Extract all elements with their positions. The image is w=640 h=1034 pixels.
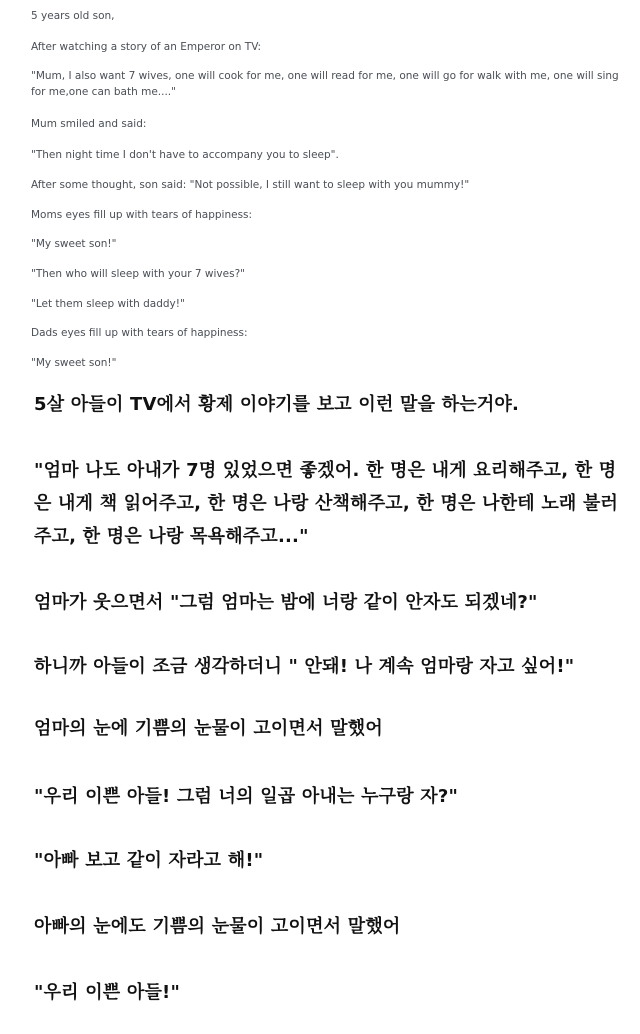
- korean-line: "아빠 보고 같이 자라고 해!": [34, 850, 264, 871]
- english-line: Mum smiled and said:: [31, 118, 147, 130]
- korean-line: 엄마의 눈에 기쁨의 눈물이 고이면서 말했어: [34, 718, 383, 739]
- korean-line: 아빠의 눈에도 기쁨의 눈물이 고이면서 말했어: [34, 916, 401, 937]
- english-line: Dads eyes fill up with tears of happiness:: [31, 327, 248, 339]
- korean-line: "우리 이쁜 아들!": [34, 982, 181, 1003]
- korean-line: 5살 아들이 TV에서 황제 이야기를 보고 이런 말을 하는거야.: [34, 394, 520, 415]
- korean-line: 하니까 아들이 조금 생각하더니 " 안돼! 나 계속 엄마랑 자고 싶어!": [34, 656, 575, 677]
- english-line: "My sweet son!": [31, 238, 117, 250]
- english-line: "Then who will sleep with your 7 wives?": [31, 268, 245, 280]
- english-line: 5 years old son,: [31, 10, 115, 22]
- english-story: [0, 0, 640, 378]
- korean-line: "우리 이쁜 아들! 그럼 너의 일곱 아내는 누구랑 자?": [34, 786, 459, 807]
- english-line: "Let them sleep with daddy!": [31, 298, 185, 310]
- english-line: "Mum, I also want 7 wives, one will cook for me, one will read for me, one will go for walk with me, one will sing for me,one can bath me....": [31, 70, 619, 98]
- english-line: After some thought, son said: "Not possible, I still want to sleep with you mummy!": [31, 179, 470, 191]
- english-line: After watching a story of an Emperor on TV:: [31, 41, 262, 53]
- english-line: "Then night time I don't have to accompany you to sleep".: [31, 149, 339, 161]
- english-line: "My sweet son!": [31, 357, 117, 369]
- korean-line: "엄마 나도 아내가 7명 있었으면 좋겠어. 한 명은 내게 요리해주고, 한 명은 내게 책 읽어주고, 한 명은 나랑 산책해주고, 한 명은 나한테 노래 불러주고, 한 명은 나랑 목욕해주고...": [34, 460, 619, 547]
- korean-line: 엄마가 웃으면서 "그럼 엄마는 밤에 너랑 같이 안자도 되겠네?": [34, 592, 538, 613]
- english-line: Moms eyes fill up with tears of happiness:: [31, 209, 253, 221]
